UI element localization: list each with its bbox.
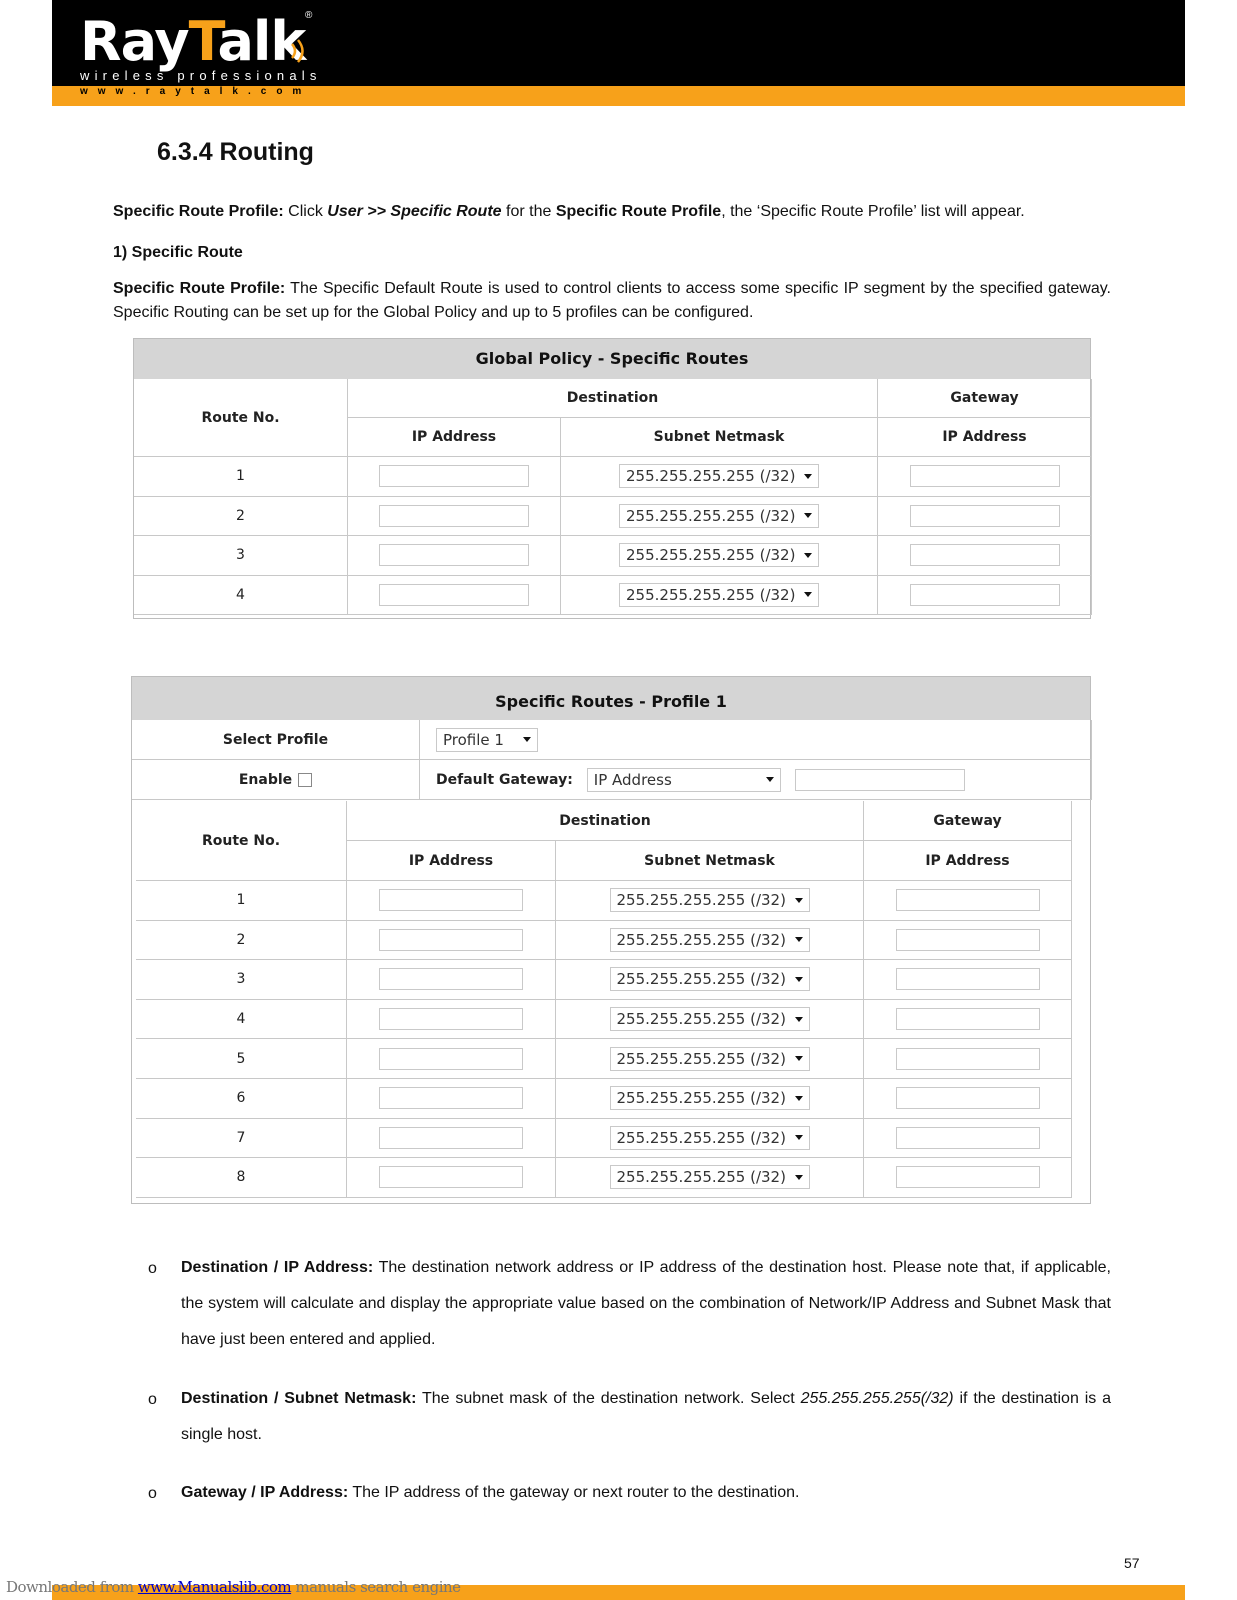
description-paragraph: Specific Route Profile: The Specific Default Route is used to control clients to access some specific IP segment by the specified gateway. Specific Routing can be set up for the Global Policy and up to 5 profiles can be configured.: [113, 280, 1112, 321]
logo-tagline: wireless professionals: [80, 68, 322, 83]
subnet-cell: [556, 1158, 864, 1198]
dest-ip-input[interactable]: [379, 1127, 523, 1149]
subnet-netmask-value: 255.255.255.255 (/32): [616, 1089, 786, 1108]
subnet-netmask-header: Subnet Netmask: [561, 418, 878, 457]
raytalk-logo: [80, 6, 340, 106]
gateway-ip-cell: [864, 881, 1072, 921]
chevron-down-icon: [795, 937, 803, 942]
subnet-netmask-value: 255.255.255.255 (/32): [616, 930, 786, 949]
subnet-cell: [556, 1039, 864, 1079]
route-number: 5: [136, 1039, 347, 1079]
subnet-netmask-select[interactable]: [610, 967, 810, 991]
subnet-netmask-select[interactable]: [610, 888, 810, 912]
profile-routes-table: [131, 676, 1091, 1204]
gateway-ip-input[interactable]: [910, 465, 1060, 487]
signal-waves-icon: [288, 36, 312, 66]
subnet-cell: [556, 921, 864, 961]
dest-ip-cell: [348, 576, 561, 616]
enable-cell: [132, 760, 420, 800]
page-number: 57: [1124, 1555, 1140, 1571]
dest-ip-cell: [347, 1039, 556, 1079]
dest-ip-cell: [347, 1158, 556, 1198]
dest-ip-cell: [347, 960, 556, 1000]
subnet-cell: [556, 1079, 864, 1119]
gateway-header: Gateway: [878, 379, 1092, 418]
dest-ip-cell: [348, 536, 561, 576]
subnet-netmask-select[interactable]: [610, 1126, 810, 1150]
gateway-ip-input[interactable]: [896, 968, 1040, 990]
dest-ip-input[interactable]: [379, 544, 529, 566]
chevron-down-icon: [795, 1096, 803, 1101]
route-number: 1: [136, 881, 347, 921]
registered-mark: ®: [305, 10, 313, 21]
route-number: 8: [136, 1158, 347, 1198]
subnet-netmask-value: 255.255.255.255 (/32): [616, 1168, 786, 1187]
dest-ip-cell: [347, 921, 556, 961]
gateway-ip-cell: [864, 960, 1072, 1000]
chevron-down-icon: [766, 777, 774, 782]
subnet-netmask-select[interactable]: [610, 928, 810, 952]
enable-checkbox[interactable]: [298, 773, 312, 787]
gateway-ip-input[interactable]: [896, 929, 1040, 951]
gateway-ip-cell: [878, 457, 1092, 497]
chevron-down-icon: [804, 592, 812, 597]
subnet-cell: [561, 536, 878, 576]
subnet-netmask-select[interactable]: [619, 583, 819, 607]
subnet-cell: [561, 457, 878, 497]
subnet-cell: [556, 1000, 864, 1040]
gateway-ip-cell: [864, 1039, 1072, 1079]
default-gateway-select-value: IP Address: [593, 770, 672, 789]
gateway-ip-input[interactable]: [896, 1008, 1040, 1030]
select-profile-cell: [420, 720, 1092, 760]
dest-ip-input[interactable]: [379, 1008, 523, 1030]
subheading: 1) Specific Route: [113, 244, 243, 261]
subnet-netmask-value: 255.255.255.255 (/32): [626, 467, 796, 486]
subnet-netmask-select[interactable]: [610, 1086, 810, 1110]
download-footer: Downloaded from www.Manualslib.com manuals search engine: [6, 1578, 461, 1596]
gateway-ip-cell: [864, 1158, 1072, 1198]
subnet-netmask-select[interactable]: [610, 1007, 810, 1031]
chevron-down-icon: [795, 1175, 803, 1180]
bullet-marker: o: [148, 1260, 157, 1277]
chevron-down-icon: [795, 977, 803, 982]
enable-label: Enable: [238, 771, 293, 788]
gateway-header: Gateway: [864, 801, 1072, 841]
subnet-netmask-select[interactable]: [619, 543, 819, 567]
default-gateway-ip-input[interactable]: [795, 769, 965, 791]
gateway-ip-header: IP Address: [878, 418, 1092, 457]
dest-ip-input[interactable]: [379, 1166, 523, 1188]
subnet-cell: [556, 960, 864, 1000]
subnet-netmask-value: 255.255.255.255 (/32): [626, 546, 796, 565]
route-number: 4: [134, 576, 348, 616]
dest-ip-cell: [347, 1119, 556, 1159]
chevron-down-icon: [795, 1056, 803, 1061]
gateway-ip-input[interactable]: [910, 505, 1060, 527]
chevron-down-icon: [523, 737, 531, 742]
profile-table-title: Specific Routes - Profile 1: [132, 677, 1090, 720]
gateway-ip-cell: [864, 1000, 1072, 1040]
logo-url: www.raytalk.com: [80, 86, 312, 97]
route-number: 3: [136, 960, 347, 1000]
gateway-ip-cell: [878, 576, 1092, 616]
subnet-netmask-value: 255.255.255.255 (/32): [616, 1049, 786, 1068]
route-number: 2: [134, 497, 348, 537]
profile-select-value: Profile 1: [443, 730, 504, 749]
profile-select[interactable]: [436, 728, 538, 752]
select-profile-label: Select Profile: [132, 720, 420, 760]
dest-ip-cell: [347, 1079, 556, 1119]
subnet-netmask-select[interactable]: [619, 504, 819, 528]
bullet-marker: o: [148, 1485, 157, 1502]
dest-ip-input[interactable]: [379, 584, 529, 606]
route-number: 7: [136, 1119, 347, 1159]
dest-ip-input[interactable]: [379, 505, 529, 527]
dest-ip-input[interactable]: [379, 1048, 523, 1070]
default-gateway-cell: [420, 760, 1092, 800]
destination-header: Destination: [348, 379, 878, 418]
dest-ip-input[interactable]: [379, 889, 523, 911]
chevron-down-icon: [804, 474, 812, 479]
ip-address-header: IP Address: [347, 841, 556, 881]
dest-ip-input[interactable]: [379, 465, 529, 487]
gateway-ip-input[interactable]: [896, 1087, 1040, 1109]
route-number: 2: [136, 921, 347, 961]
dest-ip-cell: [347, 1000, 556, 1040]
gateway-ip-input[interactable]: [910, 584, 1060, 606]
subnet-netmask-select[interactable]: [610, 1047, 810, 1071]
subnet-netmask-value: 255.255.255.255 (/32): [626, 506, 796, 525]
gateway-ip-input[interactable]: [910, 544, 1060, 566]
subnet-netmask-value: 255.255.255.255 (/32): [616, 1128, 786, 1147]
ip-address-header: IP Address: [348, 418, 561, 457]
gateway-ip-input[interactable]: [896, 889, 1040, 911]
dest-ip-cell: [347, 881, 556, 921]
global-table-title: Global Policy - Specific Routes: [134, 339, 1090, 379]
bullet-destination-ip: Destination / IP Address: The destination network address or IP address of the destination host. Please note that, if applicable, the system will calculate and display the appropriate value based on the combination of Network/IP Address and Subnet Mask that have just been entered and applied.: [181, 1259, 1112, 1348]
subnet-cell: [556, 881, 864, 921]
subnet-cell: [556, 1119, 864, 1159]
section-title: 6.3.4 Routing: [157, 138, 314, 166]
dest-ip-input[interactable]: [379, 929, 523, 951]
chevron-down-icon: [795, 898, 803, 903]
route-number: 1: [134, 457, 348, 497]
bullet-marker: o: [148, 1391, 157, 1408]
chevron-down-icon: [804, 513, 812, 518]
gateway-ip-cell: [878, 497, 1092, 537]
route-no-header: Route No.: [134, 379, 348, 457]
gateway-ip-cell: [864, 921, 1072, 961]
route-no-header: Route No.: [136, 801, 347, 881]
intro-paragraph: Specific Route Profile: Click User >> Specific Route for the Specific Route Profile, the ‘Specific Route Profile’ list will appear.: [113, 203, 1025, 220]
subnet-netmask-value: 255.255.255.255 (/32): [616, 891, 786, 910]
route-number: 4: [136, 1000, 347, 1040]
gateway-ip-input[interactable]: [896, 1127, 1040, 1149]
default-gateway-select[interactable]: [587, 768, 781, 792]
subnet-netmask-value: 255.255.255.255 (/32): [616, 970, 786, 989]
route-number: 6: [136, 1079, 347, 1119]
dest-ip-input[interactable]: [379, 1087, 523, 1109]
default-gateway-label: Default Gateway:: [436, 771, 573, 788]
route-number: 3: [134, 536, 348, 576]
subnet-netmask-select[interactable]: [610, 1165, 810, 1189]
subnet-netmask-value: 255.255.255.255 (/32): [616, 1010, 786, 1029]
gateway-ip-input[interactable]: [896, 1166, 1040, 1188]
logo-wordmark: RayTalk: [80, 10, 306, 73]
chevron-down-icon: [795, 1135, 803, 1140]
chevron-down-icon: [804, 553, 812, 558]
subnet-cell: [561, 576, 878, 616]
chevron-down-icon: [795, 1017, 803, 1022]
subnet-netmask-value: 255.255.255.255 (/32): [626, 585, 796, 604]
bullet-gateway-ip: Gateway / IP Address: The IP address of the gateway or next router to the destination.: [181, 1484, 800, 1501]
gateway-ip-input[interactable]: [896, 1048, 1040, 1070]
dest-ip-cell: [348, 497, 561, 537]
dest-ip-cell: [348, 457, 561, 497]
gateway-ip-header: IP Address: [864, 841, 1072, 881]
manualslib-link[interactable]: www.Manualslib.com: [137, 1578, 292, 1596]
destination-header: Destination: [347, 801, 864, 841]
gateway-ip-cell: [878, 536, 1092, 576]
gateway-ip-cell: [864, 1119, 1072, 1159]
subnet-netmask-select[interactable]: [619, 464, 819, 488]
subnet-netmask-header: Subnet Netmask: [556, 841, 864, 881]
bullet-destination-netmask: Destination / Subnet Netmask: The subnet mask of the destination network. Select 255.255.255.255(/32) if the destination is a single host.: [181, 1390, 1112, 1443]
subnet-cell: [561, 497, 878, 537]
global-policy-table: [133, 338, 1091, 619]
dest-ip-input[interactable]: [379, 968, 523, 990]
gateway-ip-cell: [864, 1079, 1072, 1119]
